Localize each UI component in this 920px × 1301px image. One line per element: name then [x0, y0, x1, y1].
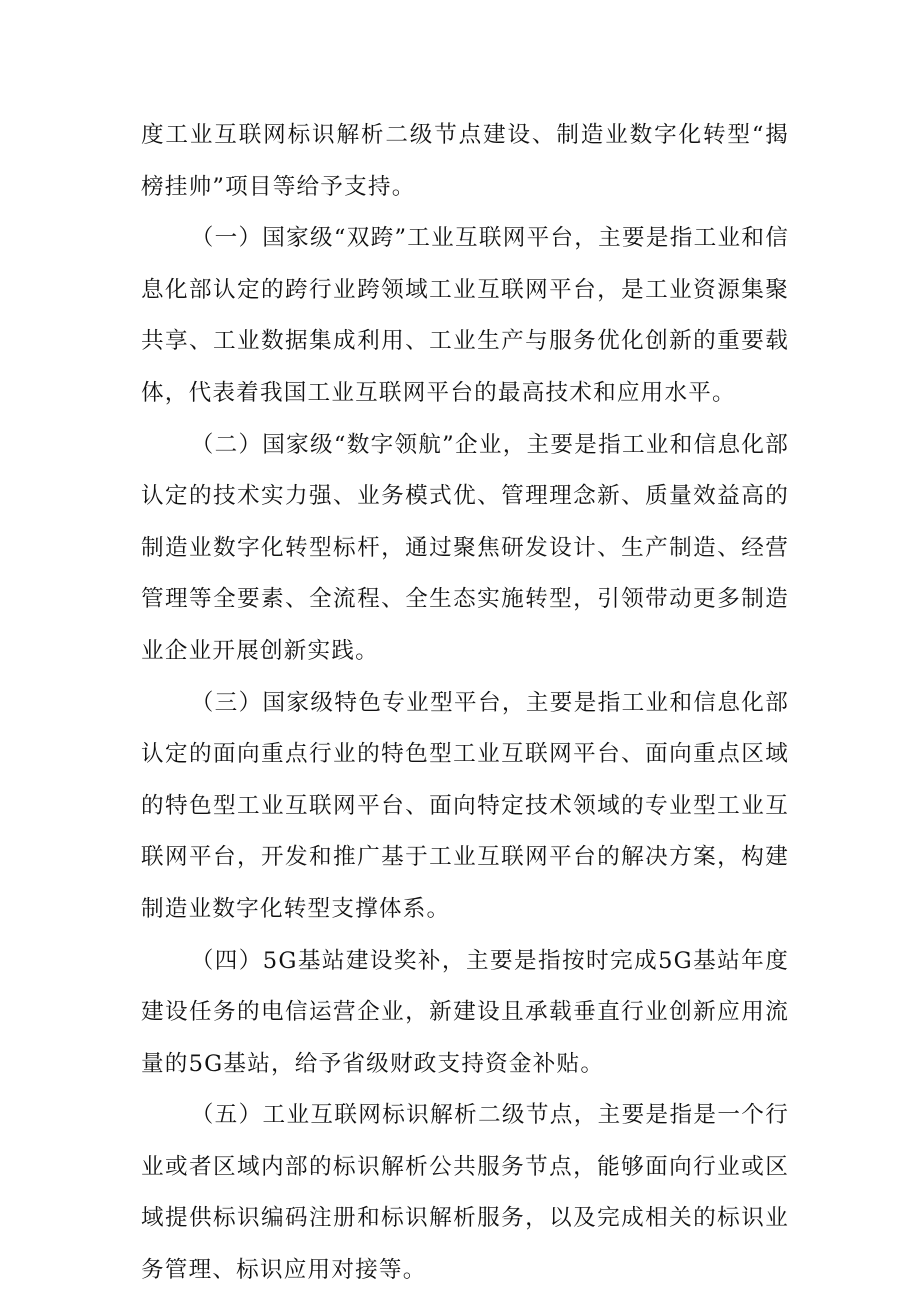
paragraph-item-5: （五）工业互联网标识解析二级节点，主要是指是一个行业或者区域内部的标识解析公共服务节点，能够面向行业或区域提供标识编码注册和标识解析服务，以及完成相关的标识业务管理、标识应用对接等。 — [141, 1102, 789, 1284]
paragraph-item-2: （二）国家级“数字领航”企业，主要是指工业和信息化部认定的技术实力强、业务模式优、管理理念新、质量效益高的制造业数字化转型标杆，通过聚焦研发设计、生产制造、经营管理等全要素、全流程、全生态实施转型，引领带动更多制造业企业开展创新实践。 — [141, 431, 789, 664]
paragraph-item-1: （一）国家级“双跨”工业互联网平台，主要是指工业和信息化部认定的跨行业跨领域工业互联网平台，是工业资源集聚共享、工业数据集成利用、工业生产与服务优化创新的重要载体，代表着我国工业互联网平台的最高技术和应用水平。 — [141, 225, 789, 406]
paragraph-item-4: （四）5G基站建设奖补，主要是指按时完成5G基站年度建设任务的电信运营企业，新建设且承载垂直行业创新应用流量的5G基站，给予省级财政支持资金补贴。 — [141, 947, 789, 1077]
paragraph-item-3: （三）国家级特色专业型平台，主要是指工业和信息化部认定的面向重点行业的特色型工业互联网平台、面向重点区域的特色型工业互联网平台、面向特定技术领域的专业型工业互联网平台，开发和推广基于工业互联网平台的解决方案，构建制造业数字化转型支撑体系。 — [141, 689, 789, 922]
document-body — [141, 110, 789, 1297]
paragraph-continuation: 度工业互联网标识解析二级节点建设、制造业数字化转型“揭榜挂帅”项目等给予支持。 — [141, 122, 789, 200]
